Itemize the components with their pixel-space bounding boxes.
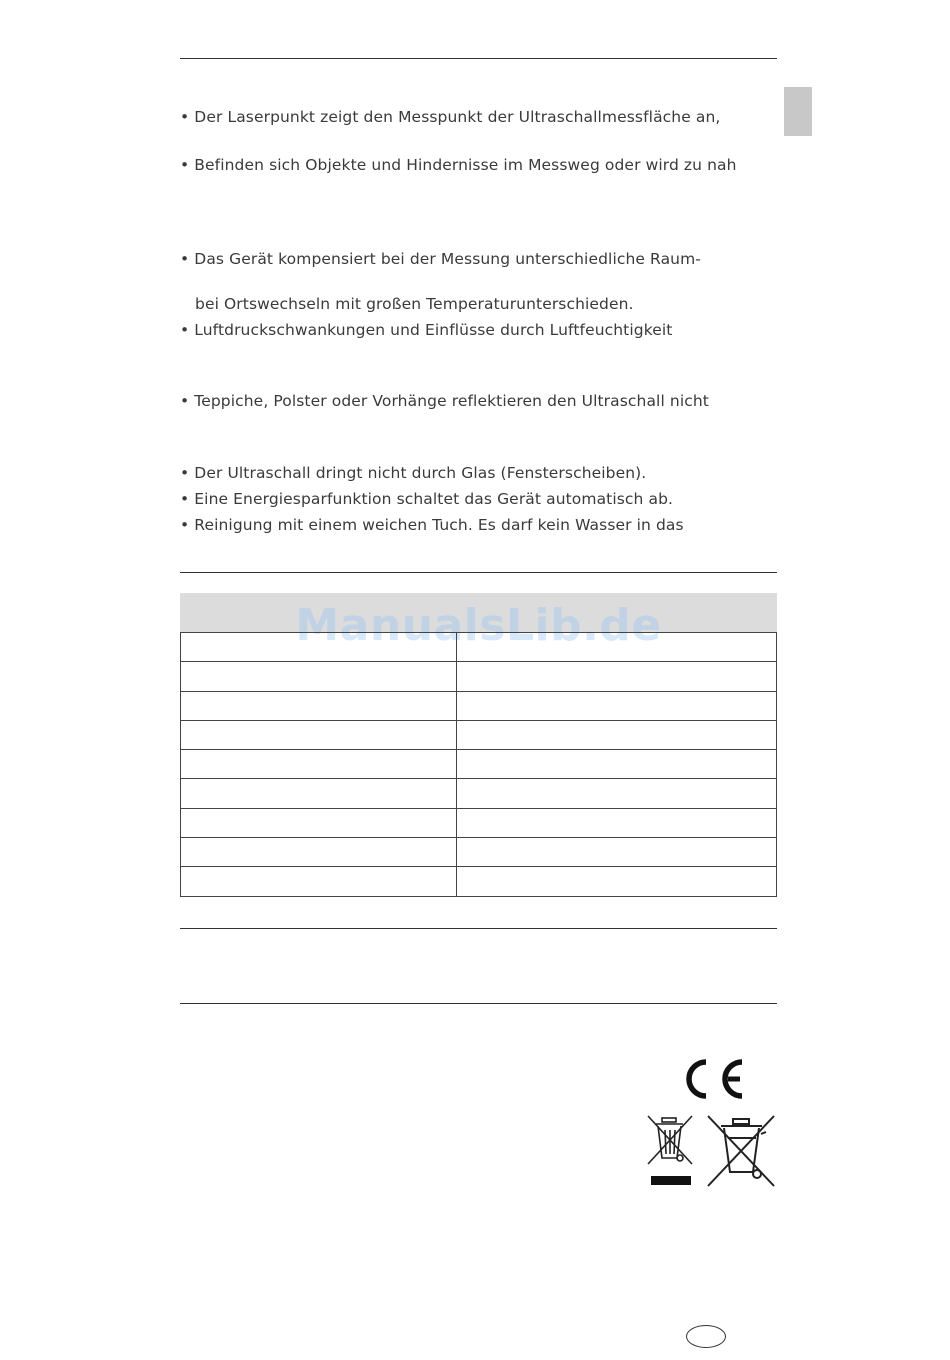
table-cell (181, 662, 457, 691)
table-cell (181, 779, 457, 808)
spec-table (180, 632, 777, 897)
table-cell (181, 750, 457, 779)
table-cell (457, 662, 777, 691)
table-row (181, 779, 777, 808)
bullet-line: • Luftdruckschwankungen und Einflüsse durch Luftfeuchtigkeit (180, 321, 673, 339)
crossed-out-bin-icon (645, 1114, 695, 1188)
table-row (181, 867, 777, 896)
watermark: ManualsLib.de (295, 600, 662, 651)
table-cell (457, 808, 777, 837)
table-row (181, 750, 777, 779)
bullet-line: • Eine Energiesparfunktion schaltet das Gerät automatisch ab. (180, 490, 674, 508)
table-row (181, 662, 777, 691)
table-cell (457, 720, 777, 749)
bullet-line: • Befinden sich Objekte und Hindernisse im Messweg oder wird zu nah (180, 156, 737, 174)
table-row (181, 808, 777, 837)
crossed-out-bin-icon (706, 1114, 778, 1188)
table-cell (457, 691, 777, 720)
table-cell (457, 838, 777, 867)
table-cell (181, 838, 457, 867)
table-cell (457, 867, 777, 896)
bullet-line: • Reinigung mit einem weichen Tuch. Es darf kein Wasser in das (180, 516, 684, 534)
table-cell (457, 750, 777, 779)
table-cell (457, 633, 777, 662)
bullet-line: • Der Ultraschall dringt nicht durch Glas (Fensterscheiben). (180, 464, 647, 482)
section-rule (180, 928, 777, 929)
bullet-line: • Teppiche, Polster oder Vorhänge reflektieren den Ultraschall nicht (180, 392, 709, 410)
language-oval (686, 1325, 726, 1348)
table-row (181, 691, 777, 720)
ce-mark-icon (676, 1054, 746, 1104)
continuation-line: bei Ortswechseln mit großen Temperaturunterschieden. (195, 295, 634, 313)
table-cell (181, 808, 457, 837)
section-rule (180, 572, 777, 573)
table-cell (181, 720, 457, 749)
section-rule (180, 1003, 777, 1004)
top-rule (180, 58, 777, 59)
table-cell (181, 867, 457, 896)
table-cell (181, 691, 457, 720)
section-tab-marker (784, 87, 812, 136)
bullet-line: • Der Laserpunkt zeigt den Messpunkt der Ultraschallmessfläche an, (180, 108, 721, 126)
table-row (181, 838, 777, 867)
table-cell (181, 633, 457, 662)
bullet-line: • Das Gerät kompensiert bei der Messung unterschiedliche Raum- (180, 250, 701, 268)
table-row (181, 633, 777, 662)
table-cell (457, 779, 777, 808)
table-row (181, 720, 777, 749)
